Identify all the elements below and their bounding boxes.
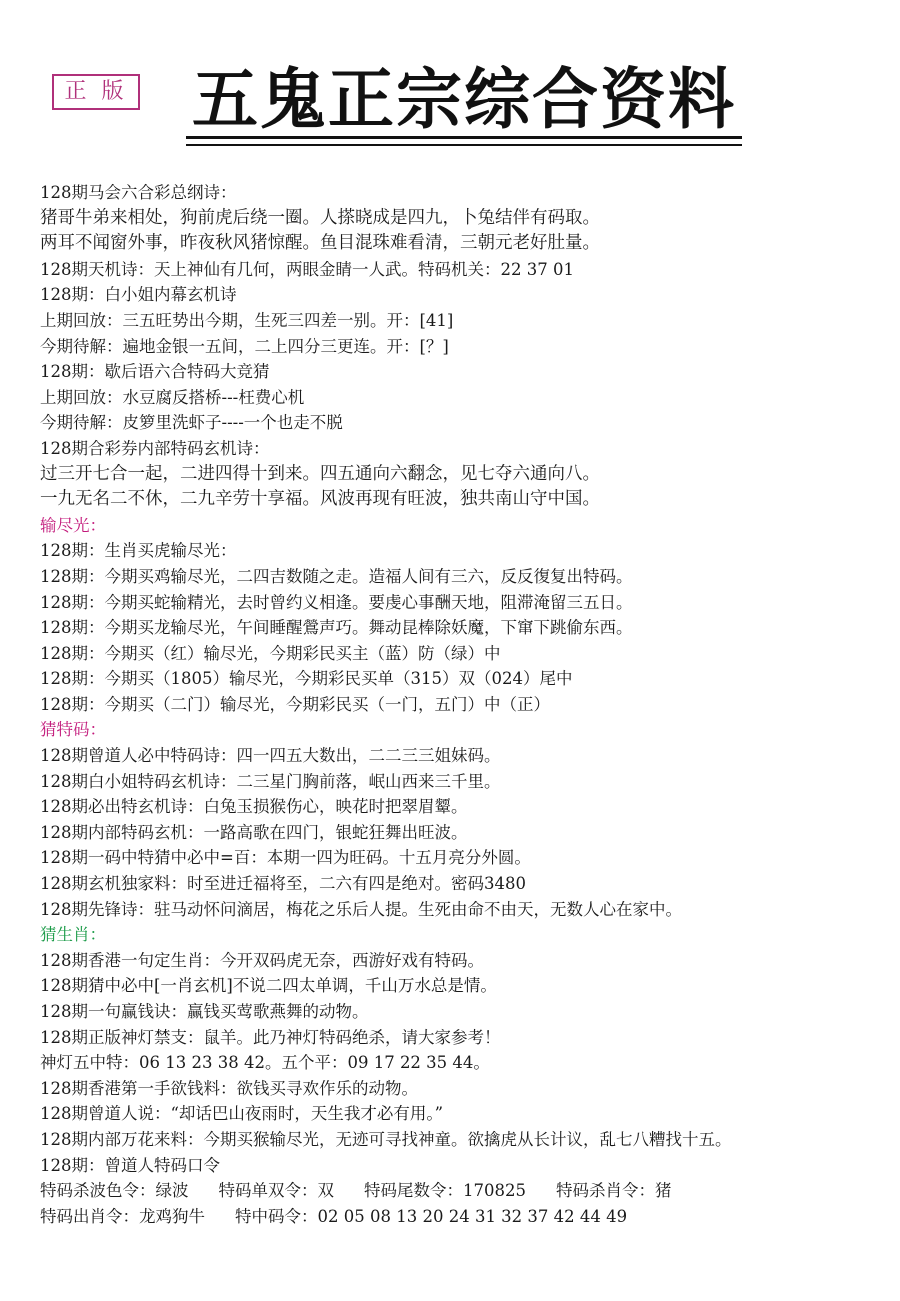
text-line: 神灯五中特：06 13 23 38 42。五个平：09 17 22 35 44。 [40, 1053, 490, 1073]
text-line: 过三开七合一起，二进四得十到来。四五通向六翻念，见七夺六通向八。 [40, 463, 600, 484]
text-line: 128期：白小姐内幕玄机诗 [40, 285, 237, 305]
command-row-2 [40, 1204, 890, 1230]
page-title: 五鬼正宗综合资料 [192, 61, 736, 138]
special-number-command: 特中码令：02 05 08 13 20 24 31 32 37 42 44 49 [235, 1206, 628, 1226]
text-line: 128期：今期买蛇输精光，去时曾约义相逢。要虔心事酬天地，阻滞淹留三五日。 [40, 592, 633, 612]
document-body [40, 180, 890, 1229]
text-line: 128期玄机独家料：时至进迁福将至，二六有四是绝对。密码3480 [40, 874, 526, 894]
text-line: 128期：曾道人特码口令 [40, 1155, 220, 1175]
section-heading: 输尽光： [40, 515, 106, 535]
text-line: 上期回放：三五旺势出今期，生死三四差一别。开：[41] [40, 310, 454, 330]
text-line: 128期马会六合彩总纲诗： [40, 183, 237, 202]
text-line: 128期：今期买（二门）输尽光，今期彩民买（一门，五门）中（正） [40, 694, 550, 714]
command-row-1 [40, 1178, 890, 1204]
text-line: 128期：今期买龙输尽光，午间睡醒鶯声巧。舞动昆棒除妖魔，下窜下跳偷东西。 [40, 618, 633, 638]
text-line: 128期内部特码玄机：一路高歌在四门，银蛇狂舞出旺波。 [40, 822, 468, 842]
text-line: 128期先锋诗：驻马动怀问滴居，梅花之乐后人提。生死由命不由天，无数人心在家中。 [40, 899, 682, 919]
text-line: 猪哥牛弟来相处，狗前虎后绕一圈。人搽晓成是四九，卜兔结伴有码取。 [40, 207, 600, 228]
title-underline-thin [186, 144, 742, 146]
text-line: 128期香港一句定生肖：今开双码虎无奈，西游好戏有特码。 [40, 950, 484, 970]
zodiac-command: 特码出肖令：龙鸡狗牛 [40, 1206, 205, 1226]
text-line: 128期一码中特猜中必中=百：本期一四为旺码。十五月亮分外圆。 [40, 848, 531, 868]
tail-number-command: 特码尾数令：170825 [364, 1181, 526, 1201]
kill-wave-color: 特码杀波色令：绿波 [40, 1181, 189, 1201]
text-line: 128期：生肖买虎输尽光： [40, 541, 237, 561]
text-line: 今期待解：遍地金银一五间，二上四分三更连。开：[？] [40, 336, 449, 356]
text-line: 上期回放：水豆腐反搭桥---枉费心机 [40, 387, 305, 407]
text-line: 128期必出特玄机诗：白兔玉损猴伤心，映花时把翠眉颦。 [40, 797, 468, 817]
text-line: 128期：歇后语六合特码大竞猜 [40, 362, 270, 382]
text-line: 128期合彩券内部特码玄机诗： [40, 438, 270, 458]
text-line: 128期曾道人必中特码诗：四一四五大数出，二二三三姐妹码。 [40, 746, 501, 766]
text-line: 128期：今期买（1805）输尽光，今期彩民买单（315）双（024）尾中 [40, 669, 573, 689]
text-line: 两耳不闻窗外事，昨夜秋风猪惊醒。鱼目混珠难看清，三朝元老好肚量。 [40, 233, 600, 254]
text-line: 128期：今期买鸡输尽光，二四吉数随之走。造福人间有三六，反反復复出特码。 [40, 566, 633, 586]
title-underline-thick [186, 136, 742, 139]
section-heading: 猜生肖： [40, 925, 106, 945]
text-lines [40, 180, 890, 1178]
text-line: 128期天机诗：天上神仙有几何，两眼金睛一人武。特码机关：22 37 01 [40, 259, 574, 279]
text-line: 一九无名二不休，二九辛劳十享福。风波再现有旺波，独共南山守中国。 [40, 489, 600, 510]
odd-even-command: 特码单双令：双 [218, 1181, 334, 1201]
text-line: 128期正版神灯禁支：鼠羊。此乃神灯特码绝杀，请大家参考！ [40, 1027, 501, 1047]
text-line: 128期内部万花来料：今期买猴输尽光，无迹可寻找神童。欲擒虎从长计议，乱七八糟找十五。 [40, 1129, 732, 1149]
text-line: 128期曾道人说：“却话巴山夜雨时，天生我才必有用。” [40, 1104, 444, 1124]
text-line: 128期香港第一手欲钱料：欲钱买寻欢作乐的动物。 [40, 1078, 418, 1098]
text-line: 128期猜中必中[一肖玄机]不说二四太单调，千山万水总是情。 [40, 976, 497, 996]
text-line: 今期待解：皮箩里洗虾子----一个也走不脱 [40, 413, 343, 433]
text-line: 128期：今期买（红）输尽光，今期彩民买主（蓝）防（绿）中 [40, 643, 501, 663]
kill-zodiac-command: 特码杀肖令：猪 [556, 1181, 672, 1201]
edition-badge: 正 版 [52, 74, 140, 110]
section-heading: 猜特码： [40, 720, 106, 740]
text-line: 128期白小姐特码玄机诗：二三星门胸前落，岷山西来三千里。 [40, 771, 501, 791]
text-line: 128期一句赢钱诀：赢钱买莺歌燕舞的动物。 [40, 1002, 369, 1021]
